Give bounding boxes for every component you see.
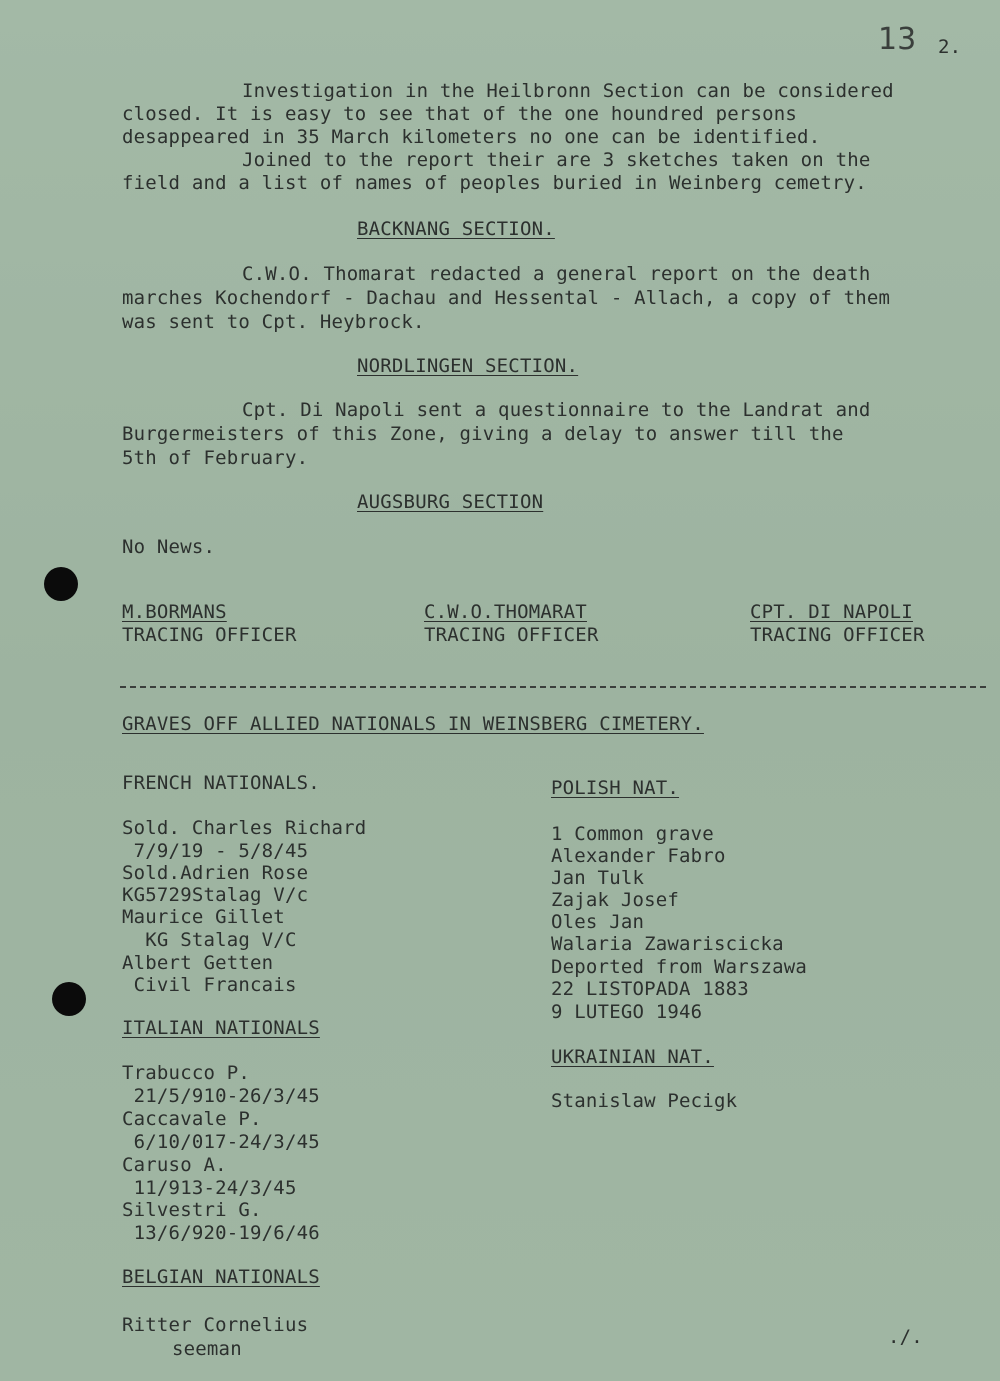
french-heading: FRENCH NATIONALS. bbox=[122, 772, 320, 794]
french-line: KG Stalag V/C bbox=[122, 929, 297, 951]
augsburg-heading: AUGSBURG SECTION bbox=[357, 491, 544, 513]
intro-line: desappeared in 35 March kilometers no one can be identified. bbox=[122, 126, 821, 148]
signature-title: TRACING OFFICER bbox=[122, 624, 297, 646]
ukrainian-heading: UKRAINIAN NAT. bbox=[551, 1046, 714, 1068]
french-line: Civil Francais bbox=[122, 974, 297, 996]
dashed-separator bbox=[120, 686, 986, 688]
signature-name: C.W.O.THOMARAT bbox=[424, 601, 587, 623]
french-line: Albert Getten bbox=[122, 952, 274, 974]
italian-line: 6/10/017-24/3/45 bbox=[122, 1131, 320, 1153]
italian-line: Caccavale P. bbox=[122, 1108, 262, 1130]
signature-name: M.BORMANS bbox=[122, 601, 227, 623]
italian-heading: ITALIAN NATIONALS bbox=[122, 1017, 320, 1039]
french-line: Sold.Adrien Rose bbox=[122, 862, 309, 884]
belgian-heading: BELGIAN NATIONALS bbox=[122, 1266, 320, 1288]
polish-line: Oles Jan bbox=[551, 911, 645, 933]
french-line: Sold. Charles Richard bbox=[122, 817, 367, 839]
intro-line: field and a list of names of peoples buried in Weinberg cemetry. bbox=[122, 172, 867, 194]
punch-hole bbox=[44, 567, 78, 601]
belgian-name: Ritter Cornelius bbox=[122, 1314, 309, 1336]
italian-line: Caruso A. bbox=[122, 1154, 227, 1176]
french-line: 7/9/19 - 5/8/45 bbox=[122, 840, 309, 862]
ukrainian-line: Stanislaw Pecigk bbox=[551, 1090, 738, 1112]
french-line: Maurice Gillet bbox=[122, 906, 285, 928]
intro-line: Joined to the report their are 3 sketches taken on the bbox=[242, 149, 871, 171]
nordlingen-line: 5th of February. bbox=[122, 447, 309, 469]
italian-line: 11/913-24/3/45 bbox=[122, 1177, 297, 1199]
polish-line: Zajak Josef bbox=[551, 889, 680, 911]
polish-line: 22 LISTOPADA 1883 bbox=[551, 978, 749, 1000]
polish-line: 9 LUTEGO 1946 bbox=[551, 1001, 703, 1023]
augsburg-text: No News. bbox=[122, 536, 216, 558]
polish-line: Deported from Warszawa bbox=[551, 956, 808, 978]
polish-line: Walaria Zawariscicka bbox=[551, 933, 784, 955]
intro-line: Investigation in the Heilbronn Section can be considered bbox=[242, 80, 894, 102]
polish-line: Jan Tulk bbox=[551, 867, 645, 889]
intro-line: closed. It is easy to see that of the one houndred persons bbox=[122, 103, 798, 125]
typed-page-number: 2. bbox=[938, 36, 962, 58]
italian-line: Trabucco P. bbox=[122, 1062, 251, 1084]
nordlingen-line: Burgermeisters of this Zone, giving a delay to answer till the bbox=[122, 423, 844, 445]
punch-hole bbox=[52, 982, 86, 1016]
backnang-line: C.W.O. Thomarat redacted a general report on the death bbox=[242, 263, 871, 285]
polish-line: 1 Common grave bbox=[551, 823, 714, 845]
belgian-note: seeman bbox=[172, 1338, 242, 1360]
graves-heading: GRAVES OFF ALLIED NATIONALS IN WEINSBERG CIMETERY. bbox=[122, 713, 704, 735]
french-line: KG5729Stalag V/c bbox=[122, 884, 309, 906]
backnang-heading: BACKNANG SECTION. bbox=[357, 218, 555, 240]
signature-name: CPT. DI NAPOLI bbox=[750, 601, 913, 623]
backnang-line: was sent to Cpt. Heybrock. bbox=[122, 311, 425, 333]
italian-line: 21/5/910-26/3/45 bbox=[122, 1085, 320, 1107]
signature-title: TRACING OFFICER bbox=[750, 624, 925, 646]
nordlingen-line: Cpt. Di Napoli sent a questionnaire to the Landrat and bbox=[242, 399, 871, 421]
backnang-line: marches Kochendorf - Dachau and Hessental - Allach, a copy of them bbox=[122, 287, 891, 309]
nordlingen-heading: NORDLINGEN SECTION. bbox=[357, 355, 579, 377]
polish-heading: POLISH NAT. bbox=[551, 777, 680, 799]
italian-line: Silvestri G. bbox=[122, 1199, 262, 1221]
handwritten-page-number: 13 bbox=[878, 22, 917, 57]
signature-title: TRACING OFFICER bbox=[424, 624, 599, 646]
italian-line: 13/6/920-19/6/46 bbox=[122, 1222, 320, 1244]
continuation-mark: ./. bbox=[888, 1326, 923, 1348]
polish-line: Alexander Fabro bbox=[551, 845, 726, 867]
